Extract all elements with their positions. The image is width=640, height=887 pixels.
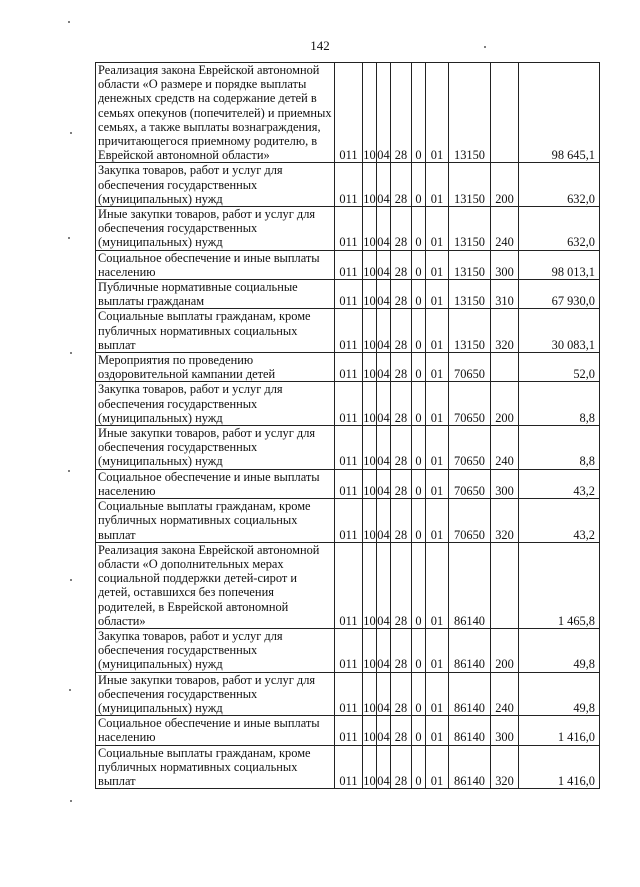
section-code: 10 [363, 542, 377, 628]
ministry-code: 011 [335, 250, 363, 279]
section-code: 10 [363, 745, 377, 789]
direction-code: 86140 [449, 542, 491, 628]
program-code: 28 [391, 382, 412, 426]
subprogram-code: 0 [412, 672, 426, 716]
subprogram-code: 0 [412, 163, 426, 207]
subsection-code: 04 [377, 628, 391, 672]
program-code: 28 [391, 309, 412, 353]
program-code: 28 [391, 469, 412, 498]
section-code: 10 [363, 250, 377, 279]
ministry-code: 011 [335, 628, 363, 672]
table-row [96, 716, 600, 745]
direction-code: 13150 [449, 63, 491, 163]
subprogram-code: 0 [412, 280, 426, 309]
amount: 49,8 [519, 628, 600, 672]
table-row [96, 163, 600, 207]
program-code: 28 [391, 542, 412, 628]
amount: 632,0 [519, 207, 600, 251]
subsection-code: 04 [377, 745, 391, 789]
section-code: 10 [363, 716, 377, 745]
table-row [96, 280, 600, 309]
program-code: 28 [391, 745, 412, 789]
amount: 30 083,1 [519, 309, 600, 353]
section-code: 10 [363, 672, 377, 716]
amount: 8,8 [519, 426, 600, 470]
item-name: Социальные выплаты гражданам, кроме публичных нормативных социальных выплат [96, 499, 335, 543]
subprogram-code: 0 [412, 745, 426, 789]
subsection-code: 04 [377, 63, 391, 163]
table-row [96, 382, 600, 426]
table-row [96, 628, 600, 672]
activity-code: 01 [426, 207, 449, 251]
item-name: Реализация закона Еврейской автономной области «О размере и порядке выплаты денежных средств на содержание детей в семьях опекунов (попечителей) и приемных семьях, а также выплаты вознаграждения, причитающегося приемному родителю, в Еврейской автономной области» [96, 63, 335, 163]
expense-type-code: 310 [491, 280, 519, 309]
subsection-code: 04 [377, 163, 391, 207]
section-code: 10 [363, 63, 377, 163]
activity-code: 01 [426, 163, 449, 207]
subsection-code: 04 [377, 309, 391, 353]
table-row [96, 426, 600, 470]
amount: 52,0 [519, 353, 600, 382]
item-name: Социальные выплаты гражданам, кроме публичных нормативных социальных выплат [96, 745, 335, 789]
amount: 43,2 [519, 469, 600, 498]
table-row [96, 672, 600, 716]
subsection-code: 04 [377, 716, 391, 745]
activity-code: 01 [426, 309, 449, 353]
program-code: 28 [391, 280, 412, 309]
expense-type-code: 300 [491, 250, 519, 279]
subprogram-code: 0 [412, 426, 426, 470]
section-code: 10 [363, 469, 377, 498]
table-row [96, 207, 600, 251]
program-code: 28 [391, 426, 412, 470]
ministry-code: 011 [335, 353, 363, 382]
expense-type-code: 300 [491, 716, 519, 745]
subsection-code: 04 [377, 250, 391, 279]
scan-speck [70, 579, 72, 581]
section-code: 10 [363, 280, 377, 309]
direction-code: 70650 [449, 382, 491, 426]
ministry-code: 011 [335, 309, 363, 353]
program-code: 28 [391, 628, 412, 672]
program-code: 28 [391, 63, 412, 163]
subprogram-code: 0 [412, 469, 426, 498]
table-row [96, 745, 600, 789]
table-row [96, 250, 600, 279]
amount: 49,8 [519, 672, 600, 716]
program-code: 28 [391, 163, 412, 207]
ministry-code: 011 [335, 426, 363, 470]
scan-speck [484, 46, 486, 48]
item-name: Социальное обеспечение и иные выплаты населению [96, 250, 335, 279]
subprogram-code: 0 [412, 628, 426, 672]
section-code: 10 [363, 426, 377, 470]
section-code: 10 [363, 382, 377, 426]
scan-speck [70, 800, 72, 802]
subprogram-code: 0 [412, 716, 426, 745]
subsection-code: 04 [377, 672, 391, 716]
item-name: Реализация закона Еврейской автономной области «О дополнительных мерах социальной поддержки детей-сирот и детей, оставшихся без попечения родителей, в Еврейской автономной области» [96, 542, 335, 628]
budget-table [95, 62, 600, 789]
subsection-code: 04 [377, 382, 391, 426]
amount: 98 013,1 [519, 250, 600, 279]
amount: 67 930,0 [519, 280, 600, 309]
activity-code: 01 [426, 353, 449, 382]
program-code: 28 [391, 207, 412, 251]
direction-code: 13150 [449, 163, 491, 207]
section-code: 10 [363, 628, 377, 672]
expense-type-code [491, 63, 519, 163]
subsection-code: 04 [377, 469, 391, 498]
direction-code: 70650 [449, 469, 491, 498]
section-code: 10 [363, 163, 377, 207]
direction-code: 86140 [449, 745, 491, 789]
direction-code: 70650 [449, 353, 491, 382]
amount: 1 416,0 [519, 745, 600, 789]
item-name: Иные закупки товаров, работ и услуг для обеспечения государственных (муниципальных) нужд [96, 672, 335, 716]
section-code: 10 [363, 499, 377, 543]
expense-type-code: 200 [491, 628, 519, 672]
ministry-code: 011 [335, 672, 363, 716]
expense-type-code: 240 [491, 426, 519, 470]
program-code: 28 [391, 250, 412, 279]
activity-code: 01 [426, 469, 449, 498]
subsection-code: 04 [377, 280, 391, 309]
subsection-code: 04 [377, 207, 391, 251]
section-code: 10 [363, 207, 377, 251]
ministry-code: 011 [335, 382, 363, 426]
table-body [96, 63, 600, 789]
subprogram-code: 0 [412, 309, 426, 353]
amount: 1 416,0 [519, 716, 600, 745]
table-row [96, 499, 600, 543]
subprogram-code: 0 [412, 63, 426, 163]
activity-code: 01 [426, 382, 449, 426]
item-name: Закупка товаров, работ и услуг для обеспечения государственных (муниципальных) нужд [96, 382, 335, 426]
activity-code: 01 [426, 542, 449, 628]
expense-type-code: 200 [491, 163, 519, 207]
activity-code: 01 [426, 280, 449, 309]
activity-code: 01 [426, 745, 449, 789]
amount: 43,2 [519, 499, 600, 543]
expense-type-code: 320 [491, 499, 519, 543]
item-name: Публичные нормативные социальные выплаты гражданам [96, 280, 335, 309]
expense-type-code [491, 353, 519, 382]
subprogram-code: 0 [412, 250, 426, 279]
scan-speck [68, 470, 70, 472]
scan-speck [68, 237, 70, 239]
activity-code: 01 [426, 672, 449, 716]
amount: 632,0 [519, 163, 600, 207]
item-name: Социальные выплаты гражданам, кроме публичных нормативных социальных выплат [96, 309, 335, 353]
activity-code: 01 [426, 499, 449, 543]
section-code: 10 [363, 309, 377, 353]
expense-type-code: 240 [491, 207, 519, 251]
activity-code: 01 [426, 628, 449, 672]
subsection-code: 04 [377, 542, 391, 628]
direction-code: 70650 [449, 426, 491, 470]
ministry-code: 011 [335, 207, 363, 251]
subsection-code: 04 [377, 353, 391, 382]
direction-code: 13150 [449, 280, 491, 309]
direction-code: 13150 [449, 309, 491, 353]
ministry-code: 011 [335, 745, 363, 789]
amount: 98 645,1 [519, 63, 600, 163]
expense-type-code: 200 [491, 382, 519, 426]
ministry-code: 011 [335, 716, 363, 745]
item-name: Закупка товаров, работ и услуг для обеспечения государственных (муниципальных) нужд [96, 628, 335, 672]
subprogram-code: 0 [412, 382, 426, 426]
program-code: 28 [391, 716, 412, 745]
scan-speck [69, 689, 71, 691]
ministry-code: 011 [335, 469, 363, 498]
direction-code: 13150 [449, 250, 491, 279]
activity-code: 01 [426, 426, 449, 470]
section-code: 10 [363, 353, 377, 382]
item-name: Мероприятия по проведению оздоровительной кампании детей [96, 353, 335, 382]
activity-code: 01 [426, 716, 449, 745]
ministry-code: 011 [335, 542, 363, 628]
subsection-code: 04 [377, 499, 391, 543]
direction-code: 86140 [449, 672, 491, 716]
subprogram-code: 0 [412, 499, 426, 543]
item-name: Социальное обеспечение и иные выплаты населению [96, 716, 335, 745]
item-name: Закупка товаров, работ и услуг для обеспечения государственных (муниципальных) нужд [96, 163, 335, 207]
subprogram-code: 0 [412, 353, 426, 382]
ministry-code: 011 [335, 163, 363, 207]
table-row [96, 469, 600, 498]
expense-type-code: 320 [491, 309, 519, 353]
item-name: Иные закупки товаров, работ и услуг для обеспечения государственных (муниципальных) нужд [96, 207, 335, 251]
amount: 1 465,8 [519, 542, 600, 628]
table-row [96, 542, 600, 628]
expense-type-code: 300 [491, 469, 519, 498]
direction-code: 86140 [449, 716, 491, 745]
direction-code: 86140 [449, 628, 491, 672]
program-code: 28 [391, 353, 412, 382]
ministry-code: 011 [335, 499, 363, 543]
expense-type-code: 240 [491, 672, 519, 716]
table-row [96, 353, 600, 382]
ministry-code: 011 [335, 280, 363, 309]
scan-speck [70, 132, 72, 134]
item-name: Социальное обеспечение и иные выплаты населению [96, 469, 335, 498]
program-code: 28 [391, 499, 412, 543]
subsection-code: 04 [377, 426, 391, 470]
table-row [96, 63, 600, 163]
activity-code: 01 [426, 63, 449, 163]
item-name: Иные закупки товаров, работ и услуг для обеспечения государственных (муниципальных) нужд [96, 426, 335, 470]
page-number: 142 [310, 38, 330, 53]
subprogram-code: 0 [412, 542, 426, 628]
subprogram-code: 0 [412, 207, 426, 251]
direction-code: 13150 [449, 207, 491, 251]
expense-type-code: 320 [491, 745, 519, 789]
table-row [96, 309, 600, 353]
activity-code: 01 [426, 250, 449, 279]
direction-code: 70650 [449, 499, 491, 543]
scan-speck [68, 21, 70, 23]
amount: 8,8 [519, 382, 600, 426]
ministry-code: 011 [335, 63, 363, 163]
expense-type-code [491, 542, 519, 628]
scan-speck [70, 352, 72, 354]
program-code: 28 [391, 672, 412, 716]
